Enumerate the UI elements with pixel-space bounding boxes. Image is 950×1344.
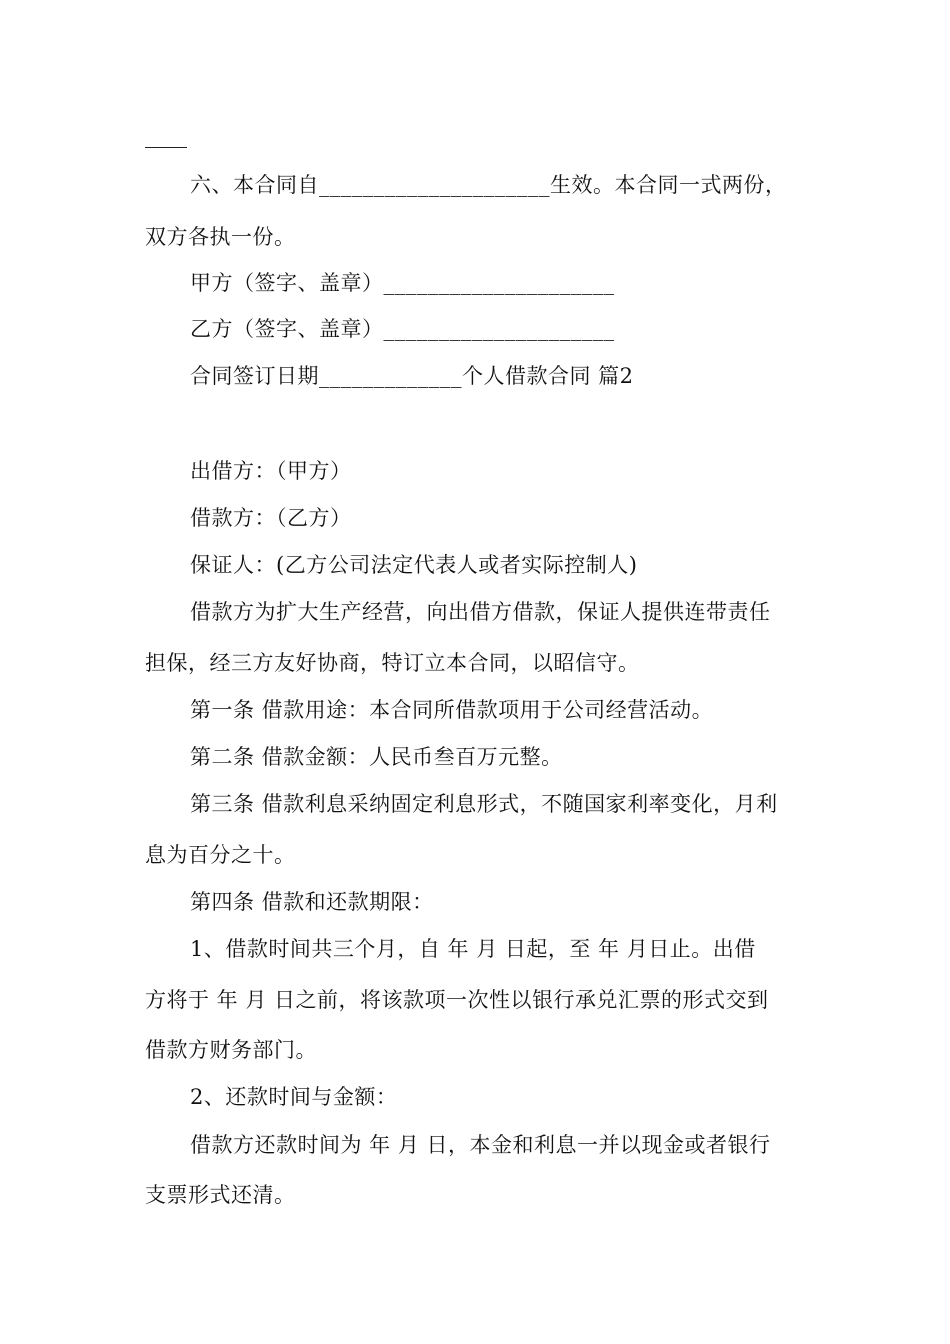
party-b-signature-line: 乙方（签字、盖章）_____________________ (190, 317, 615, 341)
term-item1-line2: 方将于 年 月 日之前，将该款项一次性以银行承兑汇票的形式交到 (145, 988, 769, 1012)
lender-line: 出借方：（甲方） (190, 459, 352, 483)
repayment-line2: 支票形式还清。 (145, 1183, 296, 1207)
party-a-signature-line: 甲方（签字、盖章）_____________________ (190, 271, 615, 295)
clause-six-line1: 六、本合同自_____________________生效。本合同一式两份， (190, 173, 787, 197)
clause-six-line2: 双方各执一份。 (145, 225, 296, 249)
article-one: 第一条 借款用途：本合同所借款项用于公司经营活动。 (190, 698, 714, 722)
top-underline-rule (145, 147, 187, 148)
repayment-line1: 借款方还款时间为 年 月 日，本金和利息一并以现金或者银行 (190, 1133, 771, 1157)
article-two: 第二条 借款金额：人民币叁百万元整。 (190, 745, 563, 769)
preamble-line1: 借款方为扩大生产经营，向出借方借款，保证人提供连带责任 (190, 600, 771, 624)
guarantor-line: 保证人：(乙方公司法定代表人或者实际控制人) (190, 553, 638, 577)
borrower-line: 借款方：（乙方） (190, 506, 352, 530)
article-three-line2: 息为百分之十。 (145, 843, 296, 867)
preamble-line2: 担保，经三方友好协商，特订立本合同，以昭信守。 (145, 651, 640, 675)
article-three-line1: 第三条 借款利息采纳固定利息形式，不随国家利率变化，月利 (190, 792, 778, 816)
term-item2-heading: 2、还款时间与金额： (190, 1085, 398, 1109)
signing-date-and-section-title: 合同签订日期_____________个人借款合同 篇2 (190, 364, 634, 388)
term-item1-line1: 1、借款时间共三个月，自 年 月 日起，至 年 月日止。出借 (190, 937, 756, 961)
article-four-heading: 第四条 借款和还款期限： (190, 890, 434, 914)
term-item1-line3: 借款方财务部门。 (145, 1038, 317, 1062)
